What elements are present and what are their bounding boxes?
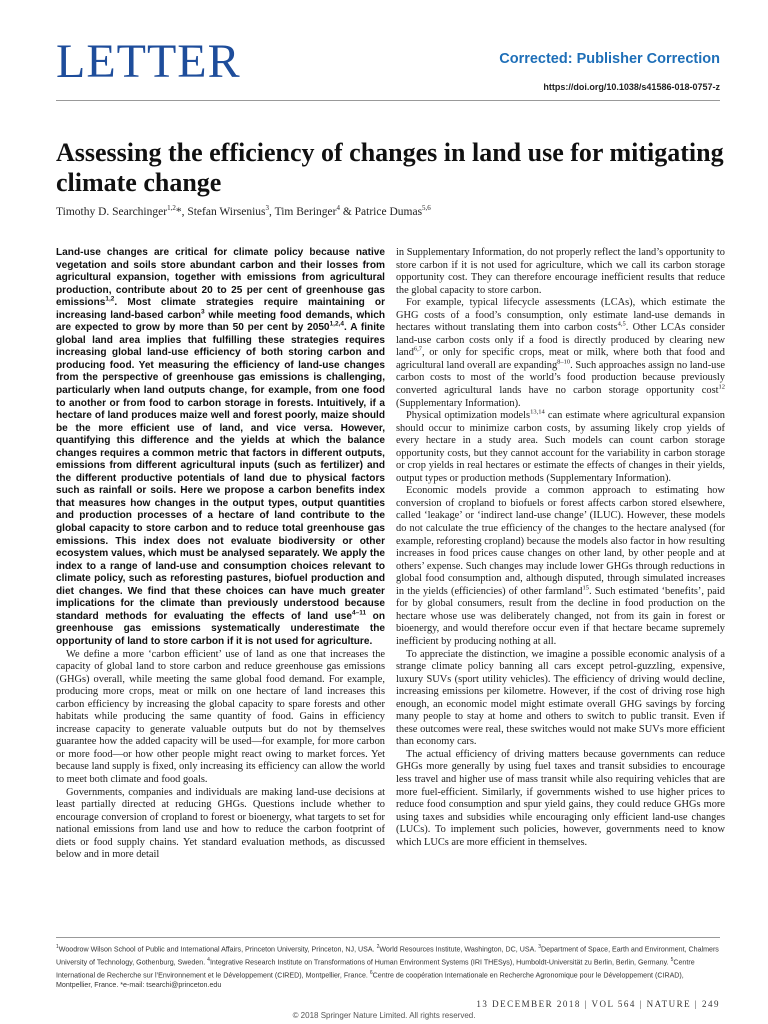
author-name: Tim Beringer$^4$ &	[274, 204, 355, 218]
section-label: LETTER	[56, 35, 241, 88]
article-title: Assessing the efficiency of changes in land use for mitigating climate change	[56, 138, 724, 197]
body-paragraph: Physical optimization models$^{13,14}$ can estimate where agricultural expansion should occur to minimize carbon costs, by assuming likely crop yields of every hectare in a study area. Such models can count carbon storage opportunity costs, but they cannot account for the variability in carbon storage or crop yields in real hectares or estimate the effects of changes in their yields, output types or production methods (Supplementary Information).	[396, 408, 725, 484]
body-paragraph: in Supplementary Information, do not properly reflect the land’s opportunity to store carbon if it is not used for agriculture, which we call its carbon storage opportunity cost. They can therefore encourage inefficient results that reduce the global capacity to store carbon.	[396, 247, 725, 296]
header-divider	[56, 100, 720, 101]
right-column	[396, 247, 725, 849]
left-column	[56, 247, 385, 862]
copyright-notice: © 2018 Springer Nature Limited. All rights reserved.	[292, 1011, 476, 1020]
body-paragraph: Governments, companies and individuals are making land-use decisions at least partially directed at reducing GHGs. Questions include whether to encourage conversion of cropland to forest or bioenergy, what targets to set for national emissions from land use and how to reduce the carbon footprint of diets or food supply chains. Yet standard evaluation methods, as discussed below and in more detail	[56, 786, 385, 861]
body-paragraph: Economic models provide a common approach to estimating how conversion of cropland to biofuels or forest affects carbon stored elsewhere, called ‘leakage’ or ‘indirect land-use change’ (ILUC). However, these models do not calculate the true efficiency of the changes to the hectare analysed (for example, reforesting cropland) because the models also factor in how resulting increases in food prices cause changes on other land, by other people and at others’ expense. Such changes may include lower GHGs through reductions in global food consumption and, although disputed, through simulated increases in the yields (efficiencies) of other farmland$^{15}$. Such estimated ‘benefits’, paid for by global consumers, result from the decline in food production on the hectare whose use was deliberately changed, not from its gain in forest or bioenergy, and would therefore occur even if that hectare became supremely inefficient by producing nothing at all.	[396, 485, 725, 647]
body-paragraph: The actual efficiency of driving matters because governments can reduce GHGs more generally by using fuel taxes and transit subsidies to encourage less travel and higher use of mass transit while also requiring vehicles that are more fuel-efficient. Similarly, if governments wished to use higher prices to reduce food consumption and spur yield gains, they could reduce GHGs more using taxes and subsidies while encouraging only efficient land-use changes (LUCs). To implement such policies, however, governments need to know which LUCs are more efficient in themselves.	[396, 748, 725, 848]
correction-link[interactable]: Corrected: Publisher Correction	[499, 51, 720, 67]
affiliations-footnote: $^1$Woodrow Wilson School of Public and International Affairs, Princeton University, Princeton, NJ, USA. $^2$World Resources Institute, Washington, DC, USA. $^3$Department of Space, Earth and Environment, Chalmers University of Technology, Gothenburg, Sweden. $^4$Integrative Research Institute on Transformations of Human Environment Systems (IRI THESys), Humboldt-Universität zu Berlin, Berlin, Germany. $^5$Centre International de Recherche sur l’Environnement et le Développement (CIRED), Montpellier, France. $^6$Centre de coopération Internationale en Recherche Agronomique pour le Développement (CIRAD), Montpellier, France. *e-mail: tsearchi@princeton.edu	[56, 937, 720, 991]
page-info: 13 DECEMBER 2018 | VOL 564 | NATURE | 249	[476, 999, 720, 1009]
author-name: Timothy D. Searchinger$^{1,2}$*,	[56, 204, 188, 218]
body-paragraph: To appreciate the distinction, we imagine a possible economic analysis of a strange climate policy banning all cars except petrol-guzzling, expensive, luxury SUVs (sport utility vehicles). The efficiency of driving would decline, increasing emissions per kilometre. However, if the cost of driving rose high enough, an economic model might estimate overall GHG savings by forcing many people to stay at home and others to switch to public transit. Even if these outcomes were real, these switches would not make SUVs more efficient than economy cars.	[396, 648, 725, 748]
body-paragraph: We define a more ‘carbon efficient’ use of land as one that increases the capacity of global land to store carbon and reduce greenhouse gas emissions (GHGs) overall, while meeting the same global food demand. For example, producing more crops, meat or milk on one hectare of land increases this carbon efficiency by increasing the global capacity to spare forests and other habitats while producing the same quantity of food. Gains in efficiency increase capacity to generate valuable outputs but do not by themselves guarantee how the added capacity will be used—for example, for more carbon or more food—or how other people might react owing to market forces. Yet because land supply is fixed, only increasing its efficiency can allow the world to meet both climate and food goals.	[56, 648, 385, 785]
author-list	[56, 204, 431, 218]
body-paragraph: For example, typical lifecycle assessments (LCAs), which estimate the GHG costs of a food’s consumption, only estimate land-use demands in hectares without translating them into carbon costs$^{4,5}$. Other LCAs consider land-use carbon costs only if a food is directly produced by clearing new land$^{6,7}$, or only for specific crops, meat or milk, where both that food and agricultural land overall are expanding$^{8-10}$. Such approaches assign no land-use carbon costs to most of the world’s food production because previously converted agricultural lands have no carbon storage opportunity cost$^{12}$ (Supplementary Information).	[396, 297, 725, 409]
author-name: Patrice Dumas$^{5,6}$	[354, 204, 431, 218]
doi-link[interactable]: https://doi.org/10.1038/s41586-018-0757-z	[543, 82, 720, 92]
abstract-paragraph: Land-use changes are critical for climate policy because native vegetation and soils store abundant carbon and their losses from agricultural expansion, together with emissions from agricultural production, contribute about 20 to 25 per cent of greenhouse gas emissions$^{1,2}$. Most climate strategies require maintaining or increasing land-based carbon$^3$ while meeting food demands, which are expected to grow by more than 50 per cent by 2050$^{1,2,4}$. A finite global land area implies that fulfilling these strategies requires increasing global land-use efficiency of both storing carbon and producing food. Yet measuring the efficiency of land-use changes from the perspective of greenhouse gas emissions is challenging, particularly when land outputs change, for example, from one food to another or from food to carbon storage in forests. Intuitively, if a hectare of land produces maize well and forest poorly, maize should be the more efficient use of land, and vice versa. However, quantifying this difference and the yields at which the balance changes requires a common metric that factors in different outputs, emissions from different agricultural inputs (such as fertilizer) and the different productive potentials of land due to physical factors such as rainfall or soils. Here we propose a carbon benefits index that measures how changes in the output types, output quantities and production processes of a hectare of land contribute to the global capacity to store carbon and to reduce total greenhouse gas emissions. This index does not evaluate biodiversity or other ecosystem values, which must be analysed separately. We apply the index to a range of land-use and consumption choices relevant to climate policy, such as reforesting pastures, biofuel production and diet changes. We find that these choices can have much greater implications for the climate than previously understood because standard methods for evaluating the effects of land use$^{4-11}$ on greenhouse gas emissions systematically underestimate the opportunity of land to store carbon if it is not used for agriculture.	[56, 247, 385, 647]
author-name: Stefan Wirsenius$^3$,	[187, 204, 275, 218]
